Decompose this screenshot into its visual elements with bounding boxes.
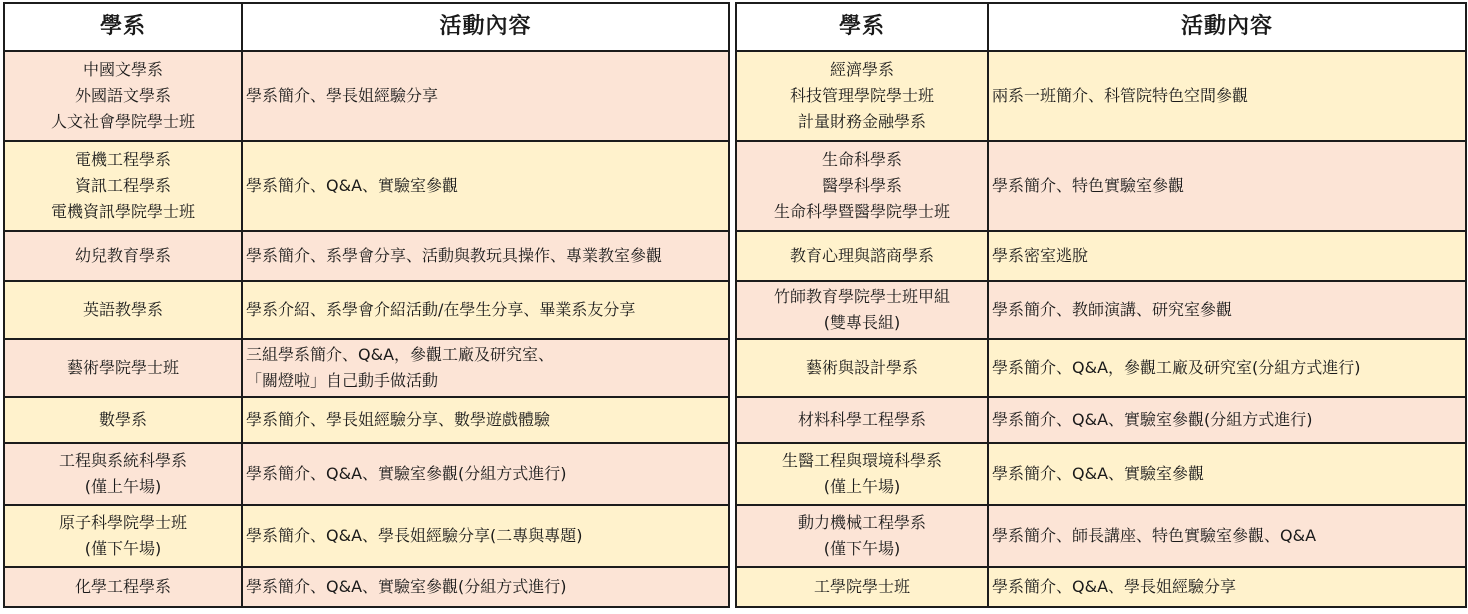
dept-name: 工學院學士班	[813, 577, 910, 596]
dept-name: 經濟學系	[829, 60, 894, 79]
activity-text: 學系簡介、Q&A，參觀工廠及研究室(分組方式進行)	[992, 358, 1361, 377]
dept-name: (僅下午場)	[84, 539, 162, 558]
activity-cell	[242, 397, 729, 443]
header-activity: 活動內容	[242, 3, 729, 51]
activity-cell	[242, 339, 729, 397]
table-row	[736, 443, 1466, 505]
activity-text: 學系介紹、系學會介紹活動/在學生分享、畢業系友分享	[246, 300, 636, 319]
table-row	[736, 505, 1466, 567]
activity-cell	[242, 51, 729, 141]
table-row	[4, 339, 729, 397]
dept-cell	[736, 51, 988, 141]
dept-cell	[736, 281, 988, 339]
activity-text: 學系簡介、Q&A、實驗室參觀	[246, 176, 459, 195]
dept-name: 中國文學系	[82, 60, 163, 79]
table-header-row	[4, 3, 729, 51]
dept-name: 科技管理學院學士班	[789, 86, 934, 105]
activity-text: 學系簡介、學長姐經驗分享、數學遊戲體驗	[246, 410, 551, 429]
table-row	[736, 397, 1466, 443]
dept-name: 幼兒教育學系	[74, 246, 171, 265]
dept-name: 材料科學工程學系	[797, 410, 926, 429]
dept-name: 原子科學院學士班	[58, 513, 187, 532]
table-row	[736, 567, 1466, 607]
table-row	[736, 141, 1466, 231]
activity-cell	[242, 141, 729, 231]
left-activity-table	[3, 2, 730, 608]
dept-name: 教育心理與諮商學系	[789, 246, 934, 265]
header-activity: 活動內容	[988, 3, 1466, 51]
dept-name: 英語教學系	[82, 300, 163, 319]
table-row	[4, 397, 729, 443]
activity-text: 學系簡介、系學會分享、活動與教玩具操作、專業教室參觀	[246, 246, 663, 265]
activity-text: 學系簡介、Q&A、實驗室參觀(分組方式進行)	[992, 410, 1313, 429]
dept-name: (僅上午場)	[84, 477, 162, 496]
dept-cell	[4, 281, 242, 339]
dept-cell	[736, 505, 988, 567]
dept-cell	[736, 443, 988, 505]
table-row	[4, 443, 729, 505]
dept-name: 生醫工程與環境科學系	[781, 451, 942, 470]
table-row	[736, 281, 1466, 339]
table-row	[736, 339, 1466, 397]
activity-text: 學系簡介、Q&A、實驗室參觀	[992, 464, 1205, 483]
dept-cell	[4, 51, 242, 141]
dept-cell	[736, 339, 988, 397]
activity-cell	[988, 567, 1466, 607]
dept-name: 電機工程學系	[74, 150, 171, 169]
activity-text: 學系簡介、特色實驗室參觀	[992, 176, 1185, 195]
dept-cell	[4, 231, 242, 281]
activity-text: 兩系一班簡介、科管院特色空間參觀	[992, 86, 1249, 105]
activity-cell	[988, 339, 1466, 397]
activity-cell	[988, 397, 1466, 443]
table-row	[4, 51, 729, 141]
dept-name: 生命科學系	[821, 150, 902, 169]
dept-name: (僅下午場)	[823, 539, 901, 558]
activity-cell	[242, 281, 729, 339]
activity-text: 學系簡介、Q&A、學長姐經驗分享(二專與專題)	[246, 526, 583, 545]
table-row	[4, 141, 729, 231]
dept-name: (僅上午場)	[823, 477, 901, 496]
table-row	[736, 231, 1466, 281]
activity-text: 「關燈啦」自己動手做活動	[246, 371, 439, 390]
activity-text: 學系簡介、學長姐經驗分享	[246, 86, 439, 105]
dept-cell	[4, 141, 242, 231]
activity-text: 三組學系簡介、Q&A，參觀工廠及研究室、	[246, 345, 555, 364]
activity-text: 學系簡介、Q&A、實驗室參觀(分組方式進行)	[246, 464, 567, 483]
table-row	[736, 51, 1466, 141]
table-row	[4, 281, 729, 339]
activity-cell	[988, 281, 1466, 339]
activity-cell	[988, 51, 1466, 141]
table-row	[4, 231, 729, 281]
header-dept: 學系	[736, 3, 988, 51]
dept-cell	[736, 567, 988, 607]
header-dept: 學系	[4, 3, 242, 51]
activity-cell	[242, 505, 729, 567]
activity-cell	[988, 505, 1466, 567]
dept-name: 動力機械工程學系	[797, 513, 926, 532]
activity-cell	[988, 231, 1466, 281]
activity-cell	[242, 443, 729, 505]
dept-cell	[736, 397, 988, 443]
dept-cell	[4, 397, 242, 443]
table-row	[4, 567, 729, 607]
dept-name: 醫學科學系	[821, 176, 902, 195]
activity-text: 學系簡介、Q&A、學長姐經驗分享	[992, 577, 1237, 596]
dept-name: 藝術學院學士班	[66, 358, 179, 377]
right-activity-table	[735, 2, 1467, 608]
dept-name: 外國語文學系	[74, 86, 171, 105]
activity-text: 學系簡介、師長講座、特色實驗室參觀、Q&A	[992, 526, 1317, 545]
dept-cell	[4, 339, 242, 397]
dept-name: 計量財務金融學系	[797, 112, 926, 131]
dept-cell	[736, 141, 988, 231]
dept-name: 資訊工程學系	[74, 176, 171, 195]
table-header-row	[736, 3, 1466, 51]
activity-cell	[242, 567, 729, 607]
activity-text: 學系密室逃脫	[992, 246, 1089, 265]
dept-cell	[736, 231, 988, 281]
table-row	[4, 505, 729, 567]
dept-name: 電機資訊學院學士班	[50, 202, 195, 221]
dept-name: 工程與系統科學系	[58, 451, 187, 470]
activity-cell	[988, 141, 1466, 231]
activity-cell	[988, 443, 1466, 505]
dept-name: 竹師教育學院學士班甲組	[773, 287, 950, 306]
dept-name: (雙專長組)	[823, 313, 901, 332]
dept-name: 人文社會學院學士班	[50, 112, 195, 131]
activity-text: 學系簡介、教師演講、研究室參觀	[992, 300, 1233, 319]
dept-name: 藝術與設計學系	[805, 358, 918, 377]
activity-text: 學系簡介、Q&A、實驗室參觀(分組方式進行)	[246, 577, 567, 596]
activity-cell	[242, 231, 729, 281]
dept-cell	[4, 505, 242, 567]
dept-cell	[4, 443, 242, 505]
dept-name: 生命科學暨醫學院學士班	[773, 202, 950, 221]
dept-name: 化學工程學系	[74, 577, 171, 596]
dept-name: 數學系	[98, 410, 147, 429]
dept-cell	[4, 567, 242, 607]
